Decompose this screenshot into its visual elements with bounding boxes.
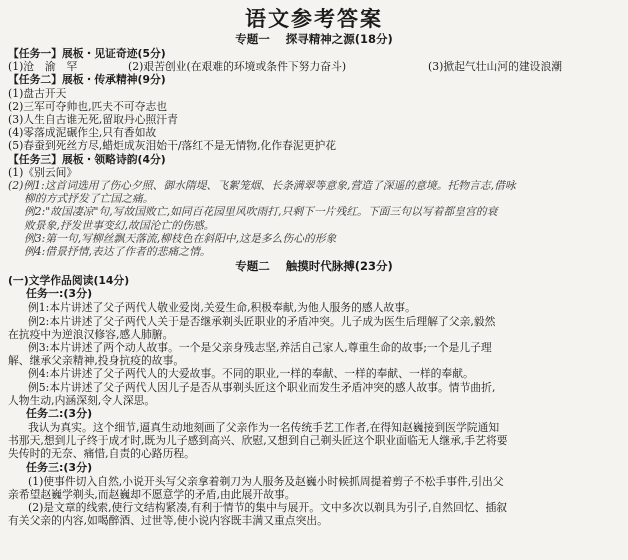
t1-example-4: 例4:本片讲述了父子两代人的大爱故事。不同的职业,一样的奉献、一样的奉献、一样的奉献。 (28, 367, 474, 381)
task3-example-1-cont: 柳的方式抒发了亡国之痛。 (24, 192, 154, 206)
topic1-number: 专题一 (235, 32, 270, 46)
t1-example-5: 例5:本片讲述了父子两代人因儿子是否从事剃头匠这个职业而发生矛盾冲突的感人故事。情节曲折, (28, 380, 496, 394)
task1-answer-1: (1)沧 渝 罕 (8, 60, 78, 74)
task1-answer-3: (3)掀起气壮山河的建设浪潮 (428, 60, 563, 74)
task2-answer-line: (2)三军可夺帅也,匹夫不可夺志也 (8, 99, 168, 113)
topic1-name: 探寻精神之源(18分) (285, 32, 393, 46)
task1-answer-2: (2)艰苦创业(在艰难的环境或条件下努力奋斗) (128, 60, 347, 74)
topic2-heading (8, 259, 620, 274)
topic2-number: 专题二 (235, 259, 270, 274)
t3-para-line-2: 亲希望赵巍学剃头,而赵巍却不愿意学的矛盾,由此展开故事。 (8, 487, 296, 501)
task3-answer-1: (1)《别云间》 (8, 165, 78, 179)
t1-example-2-cont: 在抗疫中为逆浪汉修容,感人肺腑。 (8, 327, 174, 341)
t1-example-3-cont: 解、继承父亲精神,投身抗疫的故事。 (8, 354, 185, 368)
task3-heading: 【任务三】展板・领略诗韵(4分) (8, 152, 166, 166)
t3-para-line-3: (2)是文章的线索,使行文结构紧凑,有利于情节的集中与展开。文中多次以剃具为引子,自然回忆、插叙 (28, 501, 508, 515)
task3-example-3: 例3:第一句,写柳丝飘天落流,柳枝色在斜阳中,这是多么伤心的形象 (24, 231, 337, 245)
task3-example-2-cont: 败景象,抒发世事变幻,故国沦亡的伤感。 (24, 218, 215, 232)
task2-answer-line: (5)春蚕到死丝方尽,蜡炬成灰泪始干/落红不是无情物,化作春泥更护花 (8, 139, 337, 153)
t3-para-line-1: (1)使事件切入自然,小说开头写父亲拿着剃刀为人服务及赵巍小时候抓周提着剪子不松手事件,引出父 (28, 474, 504, 488)
t1-example-1: 例1:本片讲述了父子两代人敬业爱岗,关爱生命,积极奉献,为他人服务的感人故事。 (28, 301, 416, 315)
task2-answer-line: (1)盘古开天 (8, 86, 67, 100)
t1-example-5-cont: 人物生动,内涵深刻,令人深思。 (8, 393, 156, 407)
t2-heading: 任务二:(3分) (26, 407, 93, 421)
t1-example-2: 例2:本片讲述了父子两代人关于是否继承剃头匠职业的矛盾冲突。儿子成为医生后理解了父亲,毅然 (28, 314, 496, 328)
part1-heading: (一)文学作品阅读(14分) (8, 274, 130, 288)
task1-answers (8, 60, 620, 73)
document-title: 语文参考答案 (245, 7, 383, 31)
topic2-name: 触摸时代脉搏(23分) (285, 259, 393, 274)
task3-example-2: 例2:"故国凄凉"句,写故国败亡,如同百花园里风吹雨打,只剩下一片残红。下面三句以写着都皇宫的衰 (24, 205, 498, 219)
t1-heading: 任务一:(3分) (26, 287, 93, 301)
task1-heading: 【任务一】展板・见证奇迹(5分) (8, 47, 166, 60)
task2-answer-line: (4)零落成泥碾作尘,只有香如故 (8, 126, 157, 140)
t2-para-line-3: 失传时的无奈、痛惜,自责的心路历程。 (8, 447, 195, 461)
t2-para-line-2: 书那天,想到儿子终于成才时,既为儿子感到高兴、欣慰,又想到自己剃头匠这个职业面临无人继承,手艺将要 (8, 434, 508, 448)
t2-para-line-1: 我认为真实。这个细节,逼真生动地刻画了父亲作为一名传统手艺工作者,在得知赵巍接到医学院通知 (28, 421, 500, 435)
task3-example-4: 例4:借景抒情,表达了作者的悲痛之情。 (24, 245, 211, 259)
t3-heading: 任务三:(3分) (26, 460, 93, 474)
task2-answer-line: (3)人生自古谁无死,留取丹心照汗青 (8, 113, 178, 127)
topic1-heading (8, 32, 620, 47)
t3-para-line-4: 有关父亲的内容,如喝醉酒、过世等,使小说内容既丰满又重点突出。 (8, 514, 328, 528)
task3-example-1: (2)例1:这首词选用了伤心夕照、御水隋堤、飞絮笼烟、长条满翠等意象,营造了深遥的意境。托物言志,借咏 (8, 179, 516, 193)
t1-example-3: 例3:本片讲述了两个动人故事。一个是父亲身残志坚,养活自己家人,尊重生命的故事;一个是儿子理 (28, 341, 492, 355)
task2-heading: 【任务二】展板・传承精神(9分) (8, 73, 166, 87)
